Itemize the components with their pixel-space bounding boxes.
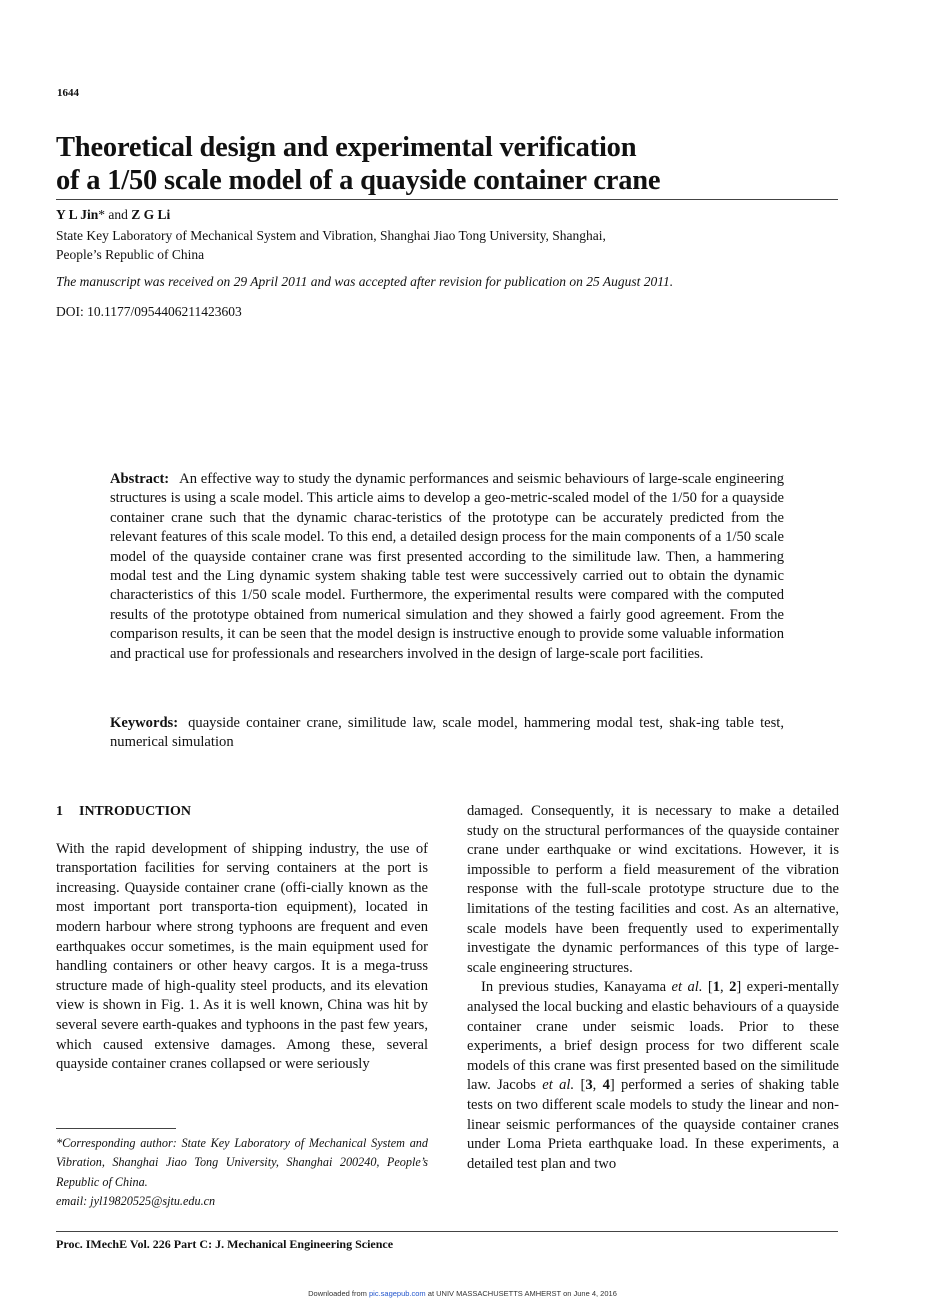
keywords bbox=[110, 714, 784, 753]
footer-rule bbox=[56, 1231, 838, 1232]
footnote-email: email: jyl19820525@sjtu.edu.cn bbox=[56, 1194, 216, 1209]
text-run: [ bbox=[574, 1077, 586, 1094]
section-number: 1 bbox=[56, 804, 63, 819]
corresponding-mark: * bbox=[98, 207, 106, 222]
left-column bbox=[56, 802, 428, 1075]
footnote bbox=[56, 1134, 428, 1212]
right-column bbox=[467, 802, 839, 1174]
title-rule bbox=[56, 199, 838, 200]
doi: DOI: 10.1177/0954406211423603 bbox=[56, 304, 242, 319]
reference-1: 1 bbox=[712, 979, 721, 996]
download-suffix: at UNIV MASSACHUSETTS AMHERST on June 4, 2016 bbox=[425, 1289, 617, 1298]
article-title bbox=[56, 131, 856, 197]
affiliation-line-1: State Key Laboratory of Mechanical System and Vibration, Shanghai Jiao Tong University, Shanghai, bbox=[56, 228, 606, 243]
keywords-text: quayside container crane, similitude law, scale model, hammering modal test, shak-ing table test, numerical simulation bbox=[110, 715, 784, 751]
author-conjunction: and bbox=[105, 207, 132, 222]
text-run: ] performed a series of shaking table tests on two different scale models to study the linear and non-linear seismic performances of the quayside container cranes under Loma Prieta earthquake load. In these experiments, a detailed test plan and two bbox=[467, 1077, 839, 1172]
title-line-2: of a 1/50 scale model of a quayside container crane bbox=[56, 165, 661, 196]
reference-3: 3 bbox=[585, 1077, 593, 1094]
download-link[interactable]: pic.sagepub.com bbox=[368, 1289, 426, 1298]
author-list bbox=[56, 206, 170, 224]
reference-2: 2 bbox=[729, 979, 737, 996]
keywords-label: Keywords: bbox=[110, 715, 179, 731]
received-note: The manuscript was received on 29 April 2011 and was accepted after revision for publication on 25 August 2011. bbox=[56, 274, 674, 289]
abstract bbox=[110, 470, 784, 664]
author-2: Z G Li bbox=[131, 207, 171, 222]
text-run: [ bbox=[702, 979, 713, 996]
reference-4: 4 bbox=[602, 1077, 610, 1094]
download-prefix: Downloaded from bbox=[308, 1289, 369, 1298]
text-run: ] experi-mentally analysed the local bucking and elastic behaviours of a quayside container crane under seismic loads. Prior to these experiments, a brief design process for two different scale models of this crane was first presented based on the similitude law. Jacobs bbox=[467, 979, 839, 1094]
text-run: , bbox=[720, 979, 730, 996]
footnote-corresponding: *Corresponding author: State Key Laboratory of Mechanical System and Vibration, Shanghai Jiao Tong University, Shanghai 200240, People’s Republic of China. bbox=[56, 1136, 428, 1189]
intro-paragraph-1: With the rapid development of shipping industry, the use of transportation facilities for serving containers at the port is increasing. Quayside container crane (offi-cially known as the most important port transporta-tion equipment), located in modern harbour where strong typhoons are frequent and even earthquakes occur sometimes, is the main equipment used for handling containers or other heavy cargos. It is a mega-truss structure made of high-quality steel products, and its elevation view is shown in Fig. 1. As it is well known, China was hit by several severe earth-quakes and typhoons in the past few years, which caused extensive damages. Among these, several quayside container cranes collapsed or were seriously bbox=[56, 840, 428, 1073]
author-1: Y L Jin bbox=[56, 207, 99, 222]
title-line-1: Theoretical design and experimental verification bbox=[56, 132, 637, 163]
abstract-text: An effective way to study the dynamic performances and seismic behaviours of large-scale engineering structures is using a scale model. This article aims to develop a geo-metric-scaled model of the 1/50 for a quayside container crane such that the dynamic charac-teristics of the prototype can be accurately predicted from the relevant features of this scale model. To this end, a detailed design process for the main components of a 1/50 scale model of the quayside container crane was first presented according to the similitude law. Then, a hammering modal test and the Ling dynamic system shaking table test were successively carried out to obtain the dynamic characteristics of this 1/50 scale model. Furthermore, the experimental results were compared with the computed results of the prototype obtained from numerical simulation and they showed a fairly good agreement. From the comparison results, it can be seen that the model design is instructive enough to provide some valuable information and practical use for professionals and researchers involved in the design of large-scale port facilities. bbox=[110, 471, 784, 662]
et-al: et al. bbox=[671, 979, 703, 996]
journal-footer: Proc. IMechE Vol. 226 Part C: J. Mechanical Engineering Science bbox=[56, 1237, 394, 1251]
affiliation bbox=[56, 226, 816, 264]
text-run: In previous studies, Kanayama bbox=[481, 979, 672, 996]
page-number: 1644 bbox=[57, 87, 79, 99]
intro-paragraph-1-continued: damaged. Consequently, it is necessary to make a detailed study on the structural performances of the quayside container crane under earthquake or wind excitations. However, it is impossible to perform a field measurement of the vibration response with the full-scale prototype structure due to the limitations of the testing facilities and cost. As an alternative, scale models have been frequently used to experimentally investigate the dynamic performances of this type of large-scale engineering structures. bbox=[467, 803, 839, 976]
section-heading bbox=[56, 802, 428, 822]
download-notice bbox=[0, 1289, 925, 1298]
affiliation-line-2: People’s Republic of China bbox=[56, 247, 205, 262]
section-title: INTRODUCTION bbox=[79, 804, 192, 819]
footnote-rule bbox=[56, 1128, 176, 1129]
et-al: et al. bbox=[542, 1077, 575, 1094]
intro-paragraph-2 bbox=[467, 978, 839, 1174]
text-run: , bbox=[592, 1077, 603, 1094]
abstract-label: Abstract: bbox=[110, 471, 170, 487]
